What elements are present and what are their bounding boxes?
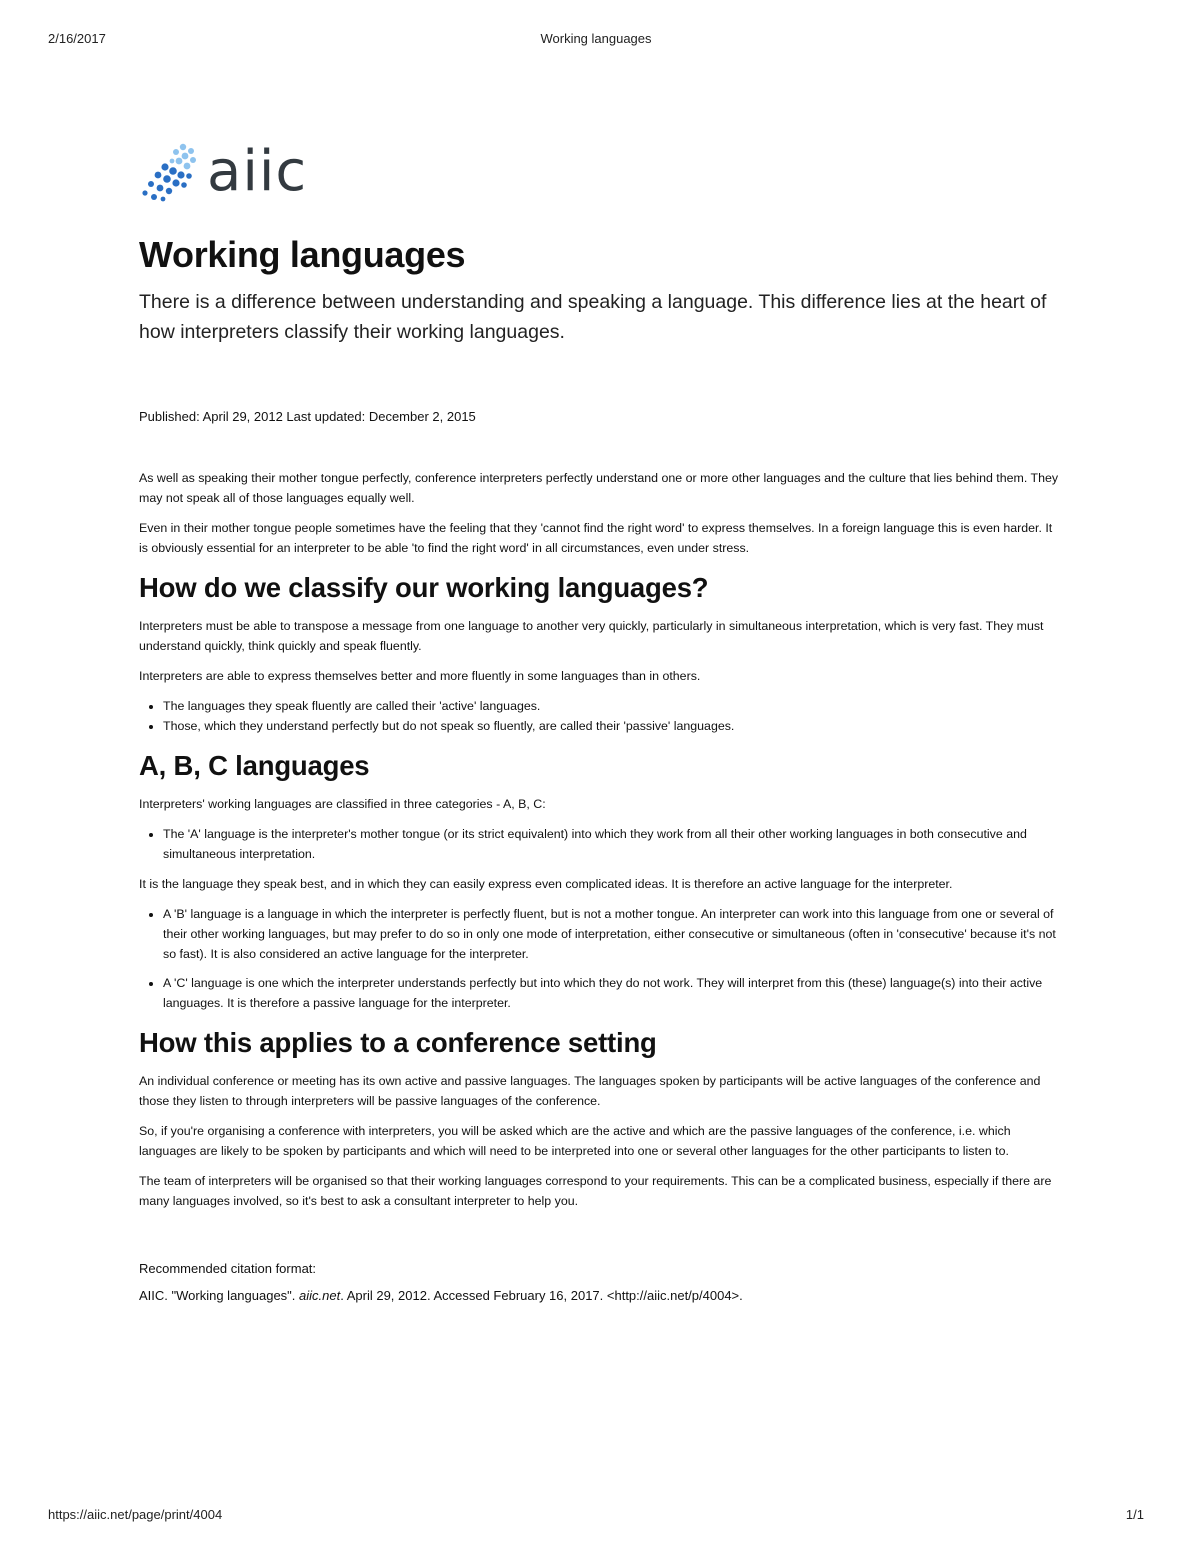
section-heading-abc: A, B, C languages: [139, 750, 370, 782]
list-item: • Those, which they understand perfectly but do not speak so fluently, are called their 'passive' languages.: [163, 716, 1063, 736]
section-paragraph: Interpreters are able to express themselves better and more fluently in some languages than in others.: [139, 669, 701, 684]
print-header: [48, 31, 1144, 49]
list-item: • The languages they speak fluently are called their 'active' languages.: [163, 696, 1063, 716]
bc-language-list: [139, 904, 1063, 1013]
section-paragraph: The team of interpreters will be organised so that their working languages correspond to your requirements. This can be a complicated business, especially if there are many languages involved, so it's best to ask a consultant interpreter to help you.: [139, 1174, 1052, 1209]
page-title: Working languages: [139, 234, 466, 275]
citation: [139, 1288, 1063, 1303]
publication-dates: Published: April 29, 2012 Last updated: December 2, 2015: [139, 409, 476, 425]
citation-label: Recommended citation format:: [139, 1261, 317, 1277]
list-item: • A 'C' language is one which the interpreter understands perfectly but into which they do not work. They will interpret from this (these) language(s) into their active languages. It is therefore a passive language for the interpreter.: [163, 973, 1063, 1013]
section-paragraph: So, if you're organising a conference with interpreters, you will be asked which are the active and which are the passive languages of the conference, i.e. which languages are likely to be spoken by participants and which will need to be interpreted into one or several other languages for the other participants to listen to.: [139, 1124, 1011, 1159]
section-paragraph: Interpreters must be able to transpose a message from one language to another very quickly, particularly in simultaneous interpretation, which is very fast. They must understand quickly, think quickly and speak fluently.: [139, 619, 1044, 654]
a-language-list: [139, 824, 1063, 864]
page-number: 1/1: [1125, 1507, 1144, 1522]
print-date: 2/16/2017: [48, 31, 106, 46]
print-page-title: Working languages: [540, 31, 652, 46]
intro-paragraph: As well as speaking their mother tongue perfectly, conference interpreters perfectly understand one or more other languages and the culture that lies behind them. They may not speak all of those languages equally well.: [139, 471, 1059, 506]
section-heading-conference: How this applies to a conference setting: [139, 1027, 657, 1059]
citation-text: AIIC. "Working languages".: [139, 1288, 300, 1304]
aiic-logo-text: aiic: [207, 139, 308, 204]
print-url: https://aiic.net/page/print/4004: [48, 1507, 223, 1522]
aiic-logo-dots-icon: [139, 139, 199, 205]
citation-site: aiic.net: [299, 1288, 341, 1304]
section-heading-classify: How do we classify our working languages?: [139, 572, 709, 604]
active-passive-list: [139, 696, 1063, 736]
section-paragraph: It is the language they speak best, and in which they can easily express even complicated ideas. It is therefore an active language for the interpreter.: [139, 877, 953, 892]
intro-paragraph: Even in their mother tongue people sometimes have the feeling that they 'cannot find the right word' to express themselves. In a foreign language this is even harder. It is obviously essential for an interpreter to be able 'to find the right word' in all circumstances, even under stress.: [139, 521, 1053, 556]
list-item: • The 'A' language is the interpreter's mother tongue (or its strict equivalent) into which they work from all their other working languages in both consecutive and simultaneous interpretation.: [163, 824, 1063, 864]
print-footer: [48, 1507, 1144, 1525]
section-paragraph: An individual conference or meeting has its own active and passive languages. The languages spoken by participants will be active languages of the conference and those they listen to through interpreters will be passive languages of the conference.: [139, 1074, 1041, 1109]
lead-paragraph: There is a difference between understanding and speaking a language. This difference lies at the heart of how interpreters classify their working languages.: [139, 291, 1047, 344]
citation-text: . April 29, 2012. Accessed February 16, 2017. <http://aiic.net/p/4004>.: [340, 1288, 743, 1304]
section-paragraph: Interpreters' working languages are classified in three categories - A, B, C:: [139, 797, 546, 812]
article-content: [139, 132, 1063, 1303]
list-item: • A 'B' language is a language in which the interpreter is perfectly fluent, but is not a mother tongue. An interpreter can work into this language from one or several of their other working languages, but may prefer to do so in only one mode of interpretation, either consecutive or simultaneous (often in 'consecutive' because it's not so fast). It is also considered an active language for the interpreter.: [163, 904, 1063, 964]
aiic-logo[interactable]: [139, 132, 1063, 212]
